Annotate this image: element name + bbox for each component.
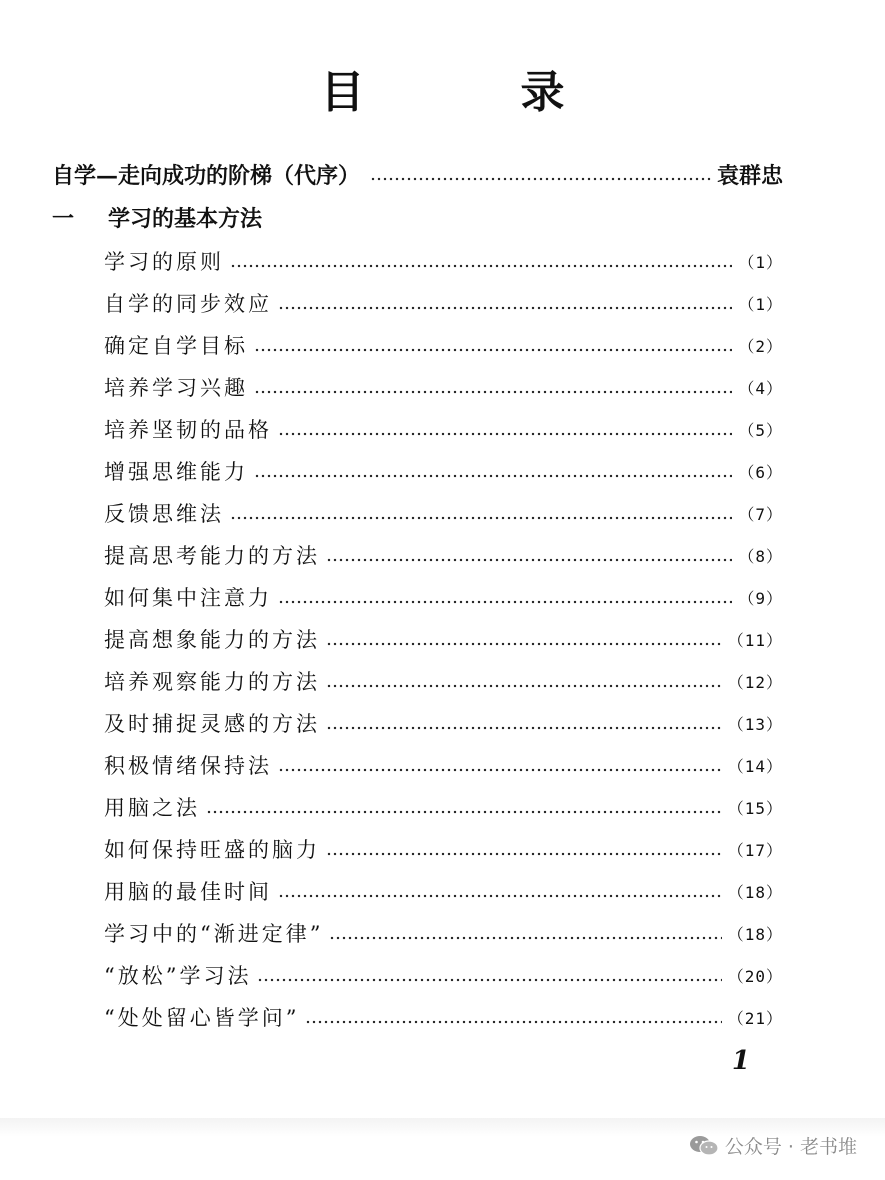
toc-entry-label: 如何保持旺盛的脑力: [104, 838, 320, 862]
toc-entry-label: 积极情绪保持法: [104, 754, 272, 778]
toc-entry-page: （2）: [738, 336, 783, 356]
toc-entry-label: 培养坚韧的品格: [104, 418, 272, 442]
page-title: 目 录: [320, 67, 621, 118]
toc-entry-page: （1）: [738, 294, 783, 314]
section-title: 学习的基本方法: [108, 205, 263, 232]
toc-entry-page: （11）: [727, 630, 783, 650]
dot-leader: [278, 600, 732, 604]
toc-entry-label: 自学的同步效应: [104, 292, 272, 316]
dot-leader: [326, 558, 732, 562]
toc-entry-label: “处处留心皆学问”: [104, 1006, 300, 1030]
toc-entry-label: 培养学习兴趣: [104, 376, 248, 400]
toc-entry: [104, 282, 783, 324]
toc-entry: [104, 786, 783, 828]
section-heading: [52, 200, 262, 234]
toc-entry-page: （5）: [738, 420, 783, 440]
dot-leader: [305, 1020, 721, 1024]
preface-entry: [52, 156, 783, 192]
page-number: 1: [731, 1046, 750, 1076]
toc-entry: [104, 702, 783, 744]
wechat-icon: [689, 1134, 719, 1158]
toc-entry-page: （17）: [727, 840, 783, 860]
dot-leader: [278, 768, 722, 772]
toc-entry-page: （1）: [738, 252, 783, 272]
toc-entry: [104, 870, 783, 912]
dot-leader: [230, 264, 732, 268]
toc-entry: [104, 996, 783, 1038]
toc-entry-label: 用脑的最佳时间: [104, 880, 272, 904]
toc-entry-label: “放松”学习法: [104, 964, 252, 988]
toc-entry-page: （18）: [727, 882, 783, 902]
toc-entry-label: 提高想象能力的方法: [104, 628, 320, 652]
preface-author: 袁群忠: [716, 162, 783, 189]
toc-entry-label: 培养观察能力的方法: [104, 670, 320, 694]
toc-entry: [104, 450, 783, 492]
toc-entry-page: （14）: [727, 756, 783, 776]
dot-leader: [254, 474, 732, 478]
dot-leader: [230, 516, 732, 520]
toc-entry: [104, 366, 783, 408]
dot-leader: [326, 852, 722, 856]
toc-entry-label: 学习的原则: [104, 250, 224, 274]
toc-entry-label: 及时捕捉灵感的方法: [104, 712, 320, 736]
watermark: [689, 1132, 857, 1159]
toc-entry: [104, 828, 783, 870]
toc-entry-page: （6）: [738, 462, 783, 482]
toc-entry: [104, 912, 783, 954]
dot-leader: [326, 642, 722, 646]
toc-list: [104, 240, 783, 1038]
toc-entry: [104, 408, 783, 450]
toc-entry-page: （4）: [738, 378, 783, 398]
toc-entry: [104, 954, 783, 996]
toc-entry-page: （8）: [738, 546, 783, 566]
dot-leader: [206, 810, 722, 814]
toc-entry: [104, 324, 783, 366]
toc-entry-label: 提高思考能力的方法: [104, 544, 320, 568]
dot-leader: [254, 348, 732, 352]
dot-leader: [326, 684, 722, 688]
dot-leader: [254, 390, 732, 394]
toc-entry-page: （20）: [727, 966, 783, 986]
dot-leader: [326, 726, 722, 730]
toc-entry-page: （7）: [738, 504, 783, 524]
dot-leader: [278, 894, 722, 898]
toc-entry: [104, 492, 783, 534]
toc-entry-label: 增强思维能力: [104, 460, 248, 484]
toc-entry-page: （13）: [727, 714, 783, 734]
toc-entry: [104, 744, 783, 786]
section-number: 一: [52, 205, 75, 232]
toc-entry-page: （15）: [727, 798, 783, 818]
toc-entry: [104, 576, 783, 618]
watermark-text: 公众号 · 老书堆: [724, 1136, 857, 1158]
toc-entry-page: （21）: [727, 1008, 783, 1028]
toc-entry: [104, 660, 783, 702]
toc-entry-page: （9）: [738, 588, 783, 608]
toc-entry-label: 反馈思维法: [104, 502, 224, 526]
preface-label: 自学—走向成功的阶梯（代序）: [52, 162, 361, 189]
dot-leader: [278, 432, 732, 436]
dot-leader: [278, 306, 732, 310]
toc-entry: [104, 240, 783, 282]
toc-entry-label: 如何集中注意力: [104, 586, 272, 610]
toc-entry-label: 学习中的“渐进定律”: [104, 922, 324, 946]
dot-leader: [257, 978, 721, 982]
toc-entry-page: （12）: [727, 672, 783, 692]
dot-leader: [370, 177, 711, 181]
toc-entry-label: 用脑之法: [104, 796, 200, 820]
toc-entry: [104, 618, 783, 660]
toc-entry-label: 确定自学目标: [104, 334, 248, 358]
dot-leader: [329, 936, 721, 940]
toc-entry: [104, 534, 783, 576]
toc-entry-page: （18）: [727, 924, 783, 944]
